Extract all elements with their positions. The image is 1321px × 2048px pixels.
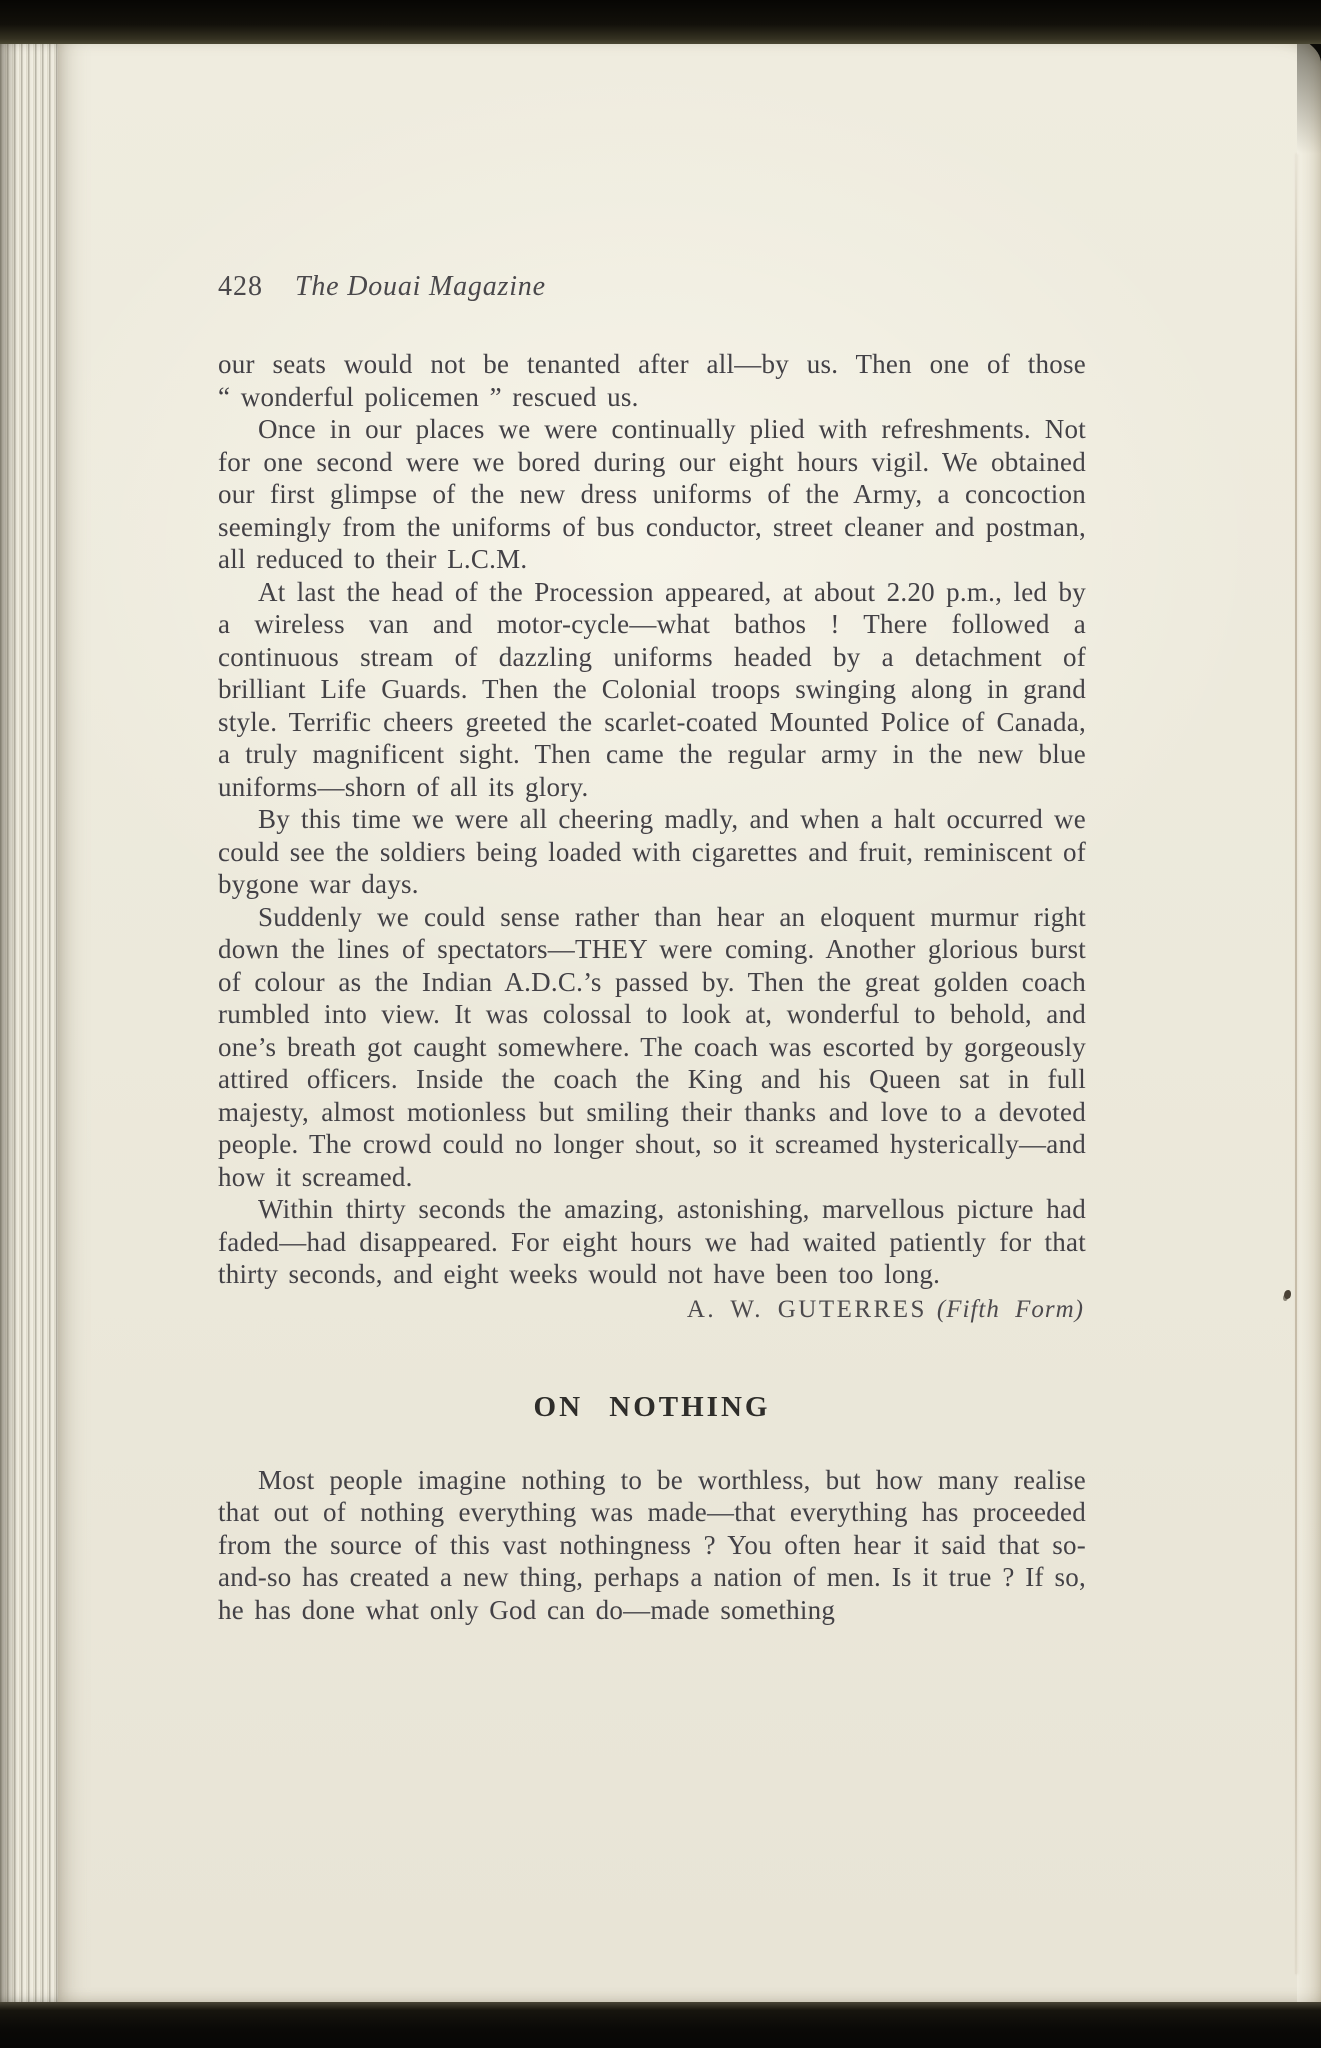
paragraph: Most people imagine nothing to be worthless, but how many realise that out of nothing everything was made—that everything has proceeded from the source of this vast nothingness ? You often hear it said that so-and-so has created a new thing, perhaps a nation of men. Is it true ? If so, he has done what only God can do—made something [218, 1464, 1086, 1625]
paragraph: At last the head of the Procession appeared, at about 2.20 p.m., led by a wireless van and motor-cycle—what bathos ! There followed a continuous stream of dazzling uniforms headed by a detachment of brilliant Life Guards. Then the Colonial troops swinging along in grand style. Terrific cheers greeted the scarlet-coated Mounted Police of Canada, a truly magnificent sight. Then came the regular army in the new blue uniforms—shorn of all its glory. [218, 576, 1086, 802]
page-stack-left-edge [0, 34, 60, 2006]
paragraph: Once in our places we were continually plied with refreshments. Not for one second were we bored during our eight hours vigil. We obtained our first glimpse of the new dress uniforms of the Army, a concoction seemingly from the uniforms of bus conductor, street cleaner and postman, all reduced to their L.C.M. [218, 414, 1086, 574]
running-head [218, 270, 1086, 304]
paragraph: Within thirty seconds the amazing, astonishing, marvellous picture had faded—had disappeared. For eight hours we had waited patiently for that thirty seconds, and eight weeks would not have been too long. [218, 1194, 1086, 1289]
article-signature [218, 1294, 1086, 1326]
text-column [218, 270, 1086, 1626]
author-name: A. W. GUTERRES [686, 1295, 927, 1323]
book-cover-bottom-edge [0, 2002, 1321, 2048]
page-right-edge-shading [1297, 34, 1321, 2004]
ink-speck-mark [1284, 1290, 1291, 1299]
book-page [58, 34, 1321, 2004]
paragraph: Suddenly we could sense rather than hear an eloquent murmur right down the lines of spectators—THEY were coming. Another glorious burst of colour as the Indian A.D.C.’s passed by. Then the great golden coach rumbled into view. It was colossal to look at, wonderful to behold, and one’s breath got caught somewhere. The coach was escorted by gorgeously attired officers. Inside the coach the King and his Queen sat in full majesty, almost motionless but smiling their thanks and love to a devoted people. The crowd could no longer shout, so it screamed hysterically—and how it screamed. [218, 901, 1086, 1192]
paragraph: By this time we were all cheering madly, and when a halt occurred we could see the soldiers being loaded with cigarettes and fruit, reminiscent of bygone war days. [218, 804, 1086, 899]
article-heading: ON NOTHING [533, 1390, 771, 1423]
paragraph-continuation: our seats would not be tenanted after all—by us. Then one of those “ wonderful policemen ” rescued us. [218, 349, 1086, 412]
book-cover-top-edge [0, 0, 1321, 44]
author-form: (Fifth Form) [936, 1295, 1084, 1323]
running-title: The Douai Magazine [295, 271, 546, 302]
page-number: 428 [218, 271, 263, 302]
